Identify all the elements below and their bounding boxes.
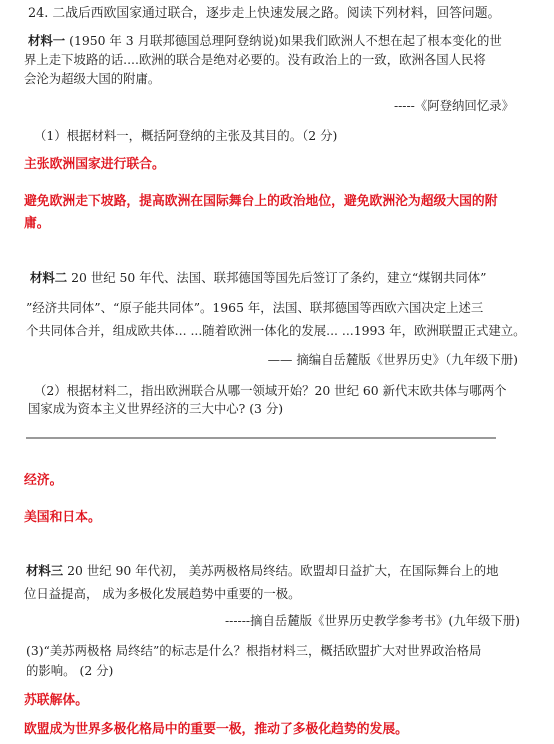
material2-line2: ”经济共同体”、“原子能共同体”。1965 年，法国、联邦德国等西欧六国决定上述三 bbox=[26, 300, 484, 315]
q1-answer-1: 主张欧洲国家进行联合。 bbox=[24, 157, 165, 172]
question-heading: 24. 二战后西欧国家通过联合，逐步走上快速发展之路。阅读下列材料，回答问题。 bbox=[28, 6, 501, 21]
material3-line2: 位日益提高， 成为多极化发展趋势中重要的一极。 bbox=[24, 586, 301, 601]
material1-line2: 界上走下坡路的话....欧洲的联合是绝对必要的。没有政治上的一致，欧洲各国人民将 bbox=[24, 52, 486, 67]
material2-line1 bbox=[30, 270, 486, 286]
material2-line3: 个共同体合并，组成欧共体... ...随着欧洲一体化的发展... ...1993 年，欧洲联盟正式建立。 bbox=[26, 323, 526, 338]
material3-line1 bbox=[26, 563, 499, 579]
q3-answer-2: 欧盟成为世界多极化格局中的重要一极，推动了多极化趋势的发展。 bbox=[24, 722, 408, 737]
material2-label: 材料二 bbox=[30, 270, 68, 285]
material1-source: -----《阿登纳回忆录》 bbox=[393, 98, 514, 113]
q1-answer-2-line2: 庸。 bbox=[24, 216, 50, 231]
material2-text1: 20 世纪 50 年代、法国、联邦德国等国先后签订了条约，建立“煤钢共同体” bbox=[67, 270, 487, 285]
material3-source: ------摘自岳麓版《世界历史教学参考书》(九年级下册) bbox=[225, 613, 520, 628]
q3-answer-1: 苏联解体。 bbox=[24, 693, 88, 708]
material3-label: 材料三 bbox=[26, 563, 64, 578]
material3-text1: 20 世纪 90 年代初， 美苏两极格局终结。欧盟却日益扩大，在国际舞台上的地 bbox=[63, 563, 499, 578]
material1-label: 材料一 bbox=[28, 33, 66, 48]
material1-line1 bbox=[28, 33, 502, 49]
material1-text1: (1950 年 3 月联邦德国总理阿登纳说)如果我们欧洲人不想在起了根本变化的世 bbox=[65, 33, 502, 48]
q1-answer-2-line1: 避免欧洲走下坡路，提高欧洲在国际舞台上的政治地位，避免欧洲沦为超级大国的附 bbox=[24, 194, 498, 209]
material2-source: —— 摘编自岳麓版《世界历史》（九年级下册) bbox=[267, 352, 518, 367]
q2-answer-2: 美国和日本。 bbox=[24, 510, 101, 525]
material1-line3: 会沦为超级大国的附庸。 bbox=[24, 71, 161, 86]
q3-prompt-line1: (3)“美苏两极格 局终结”的标志是什么？根指材料三，概括欧盟扩大对世界政治格局 bbox=[26, 643, 482, 658]
q2-prompt-line1: （2）根据材料二，指出欧洲联合从哪一领域开始？20 世纪 60 新代末欧共体与哪两个 bbox=[34, 383, 507, 398]
q2-prompt-line2: 国家成为资本主义世界经济的三大中心? (3 分) bbox=[28, 401, 284, 416]
q3-prompt-line2: 的影响。 (2 分) bbox=[26, 663, 114, 678]
section-divider bbox=[26, 437, 496, 439]
q2-answer-1: 经济。 bbox=[24, 473, 63, 488]
q1-prompt: （1）根据材料一，概括阿登纳的主张及其目的。（2 分) bbox=[34, 128, 338, 143]
